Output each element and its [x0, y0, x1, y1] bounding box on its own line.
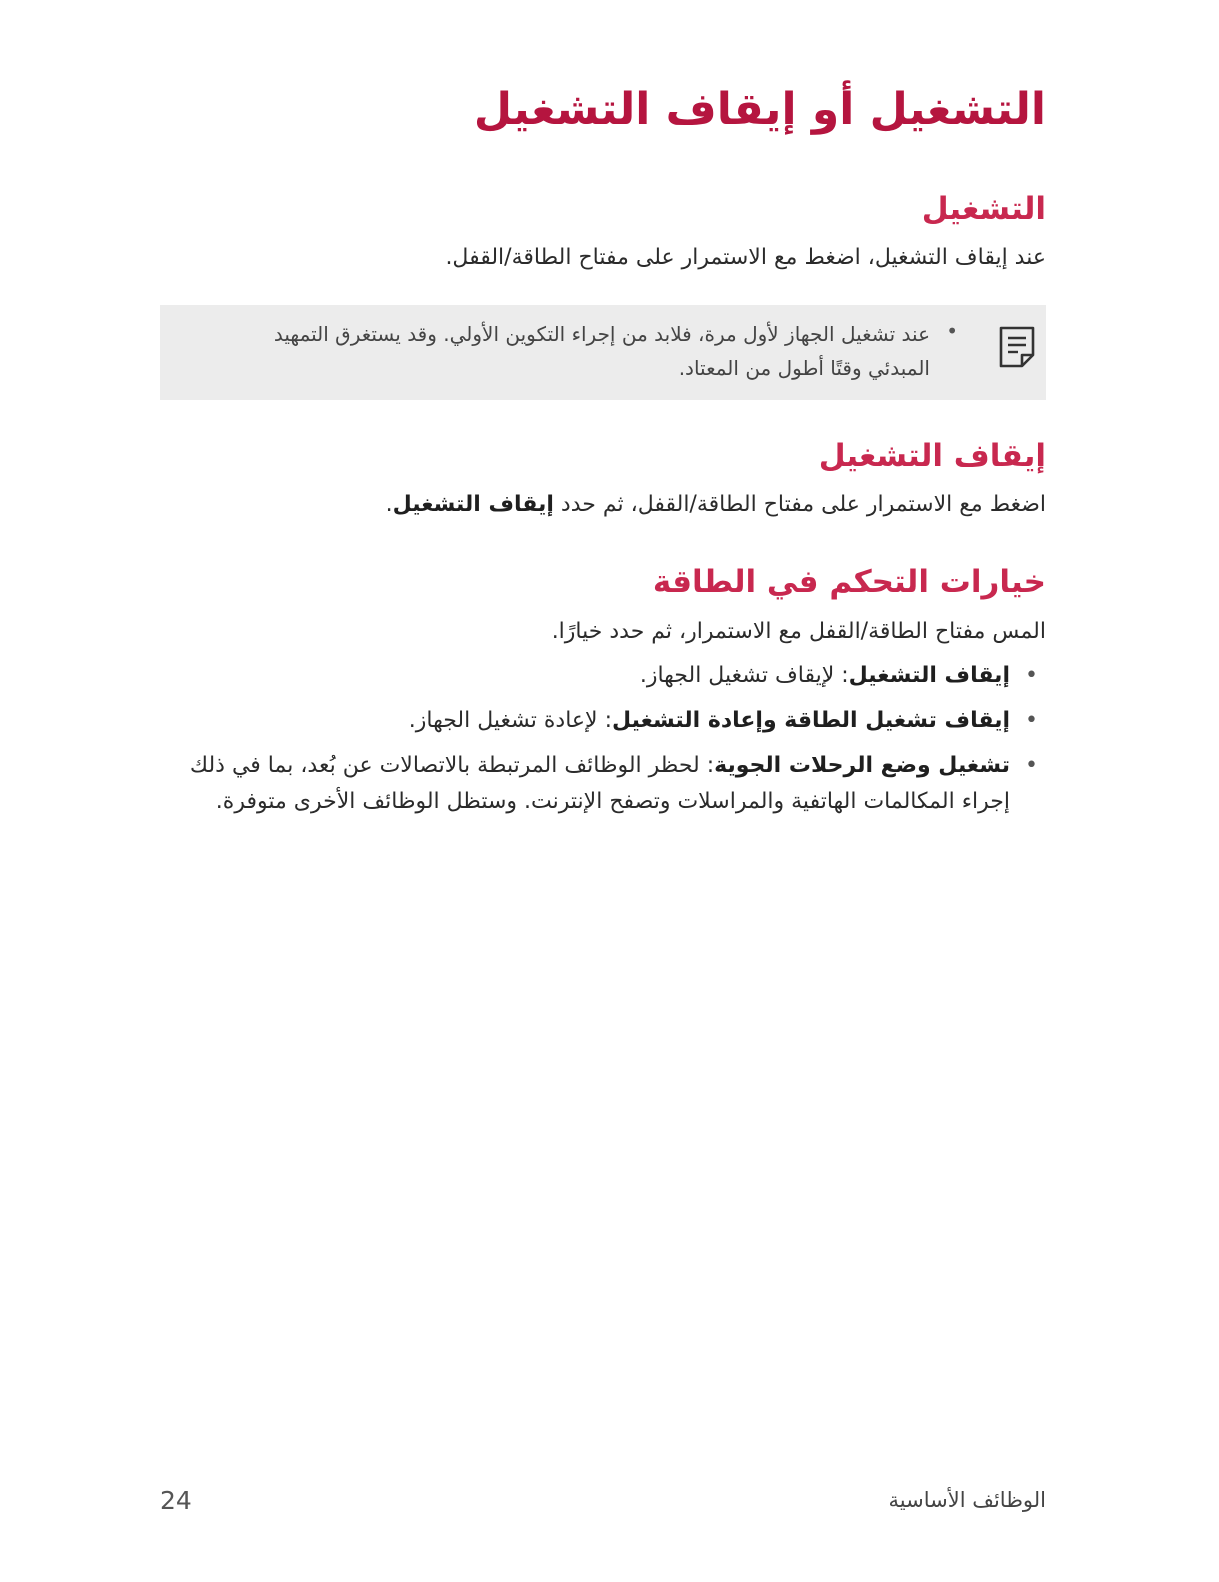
- list-item-text: : لإيقاف تشغيل الجهاز.: [639, 663, 849, 688]
- heading-power-off: [819, 434, 1046, 478]
- note-icon: [998, 325, 1036, 369]
- document-page: [160, 0, 1046, 1582]
- power-options-list: [160, 658, 1038, 829]
- page-title: التشغيل أو إيقاف التشغيل: [473, 84, 1046, 135]
- power-off-text-bold: إيقاف التشغيل: [392, 492, 554, 517]
- note-box: [160, 305, 1046, 400]
- heading-power-off-label: إيقاف التشغيل: [818, 438, 1046, 474]
- list-item-text: : لحظر الوظائف المرتبطة بالاتصالات عن بُعد، بما في ذلك إجراء المكالمات الهاتفية والمراسلات وتصفح الإنترنت. وستظل الوظائف الأخرى متوفرة.: [189, 753, 1010, 814]
- note-text: عند تشغيل الجهاز لأول مرة، فلابد من إجراء التكوين الأولي. وقد يستغرق التمهيد المبدئي وقتًا أطول من المعتاد.: [273, 322, 930, 380]
- page-number: 24: [160, 1486, 192, 1515]
- note-bullet: •: [946, 319, 958, 343]
- heading-power-options: خيارات التحكم في الطاقة: [652, 564, 1046, 600]
- bullet-dot: •: [1025, 663, 1038, 688]
- list-item-bold: إيقاف تشغيل الطاقة وإعادة التشغيل: [612, 708, 1010, 733]
- list-item-text: : لإعادة تشغيل الجهاز.: [408, 708, 612, 733]
- power-options-intro: المس مفتاح الطاقة/القفل مع الاستمرار، ثم حدد خيارًا.: [551, 619, 1046, 644]
- list-item-bold: تشغيل وضع الرحلات الجوية: [714, 753, 1010, 778]
- power-off-text-suffix: .: [385, 492, 393, 517]
- list-item-bold: إيقاف التشغيل: [848, 663, 1010, 688]
- bullet-dot: •: [1025, 753, 1038, 778]
- power-off-text-prefix: اضغط مع الاستمرار على مفتاح الطاقة/القفل، ثم حدد: [553, 492, 1046, 517]
- bullet-dot: •: [1025, 708, 1038, 733]
- footer-section-title: الوظائف الأساسية: [888, 1488, 1046, 1512]
- list-item: [160, 748, 1038, 820]
- power-off-text: [386, 487, 1046, 523]
- power-on-text: عند إيقاف التشغيل، اضغط مع الاستمرار على مفتاح الطاقة/القفل.: [445, 245, 1046, 270]
- list-item: [160, 703, 1038, 739]
- heading-power-on: التشغيل: [921, 191, 1046, 227]
- list-item: [160, 658, 1038, 694]
